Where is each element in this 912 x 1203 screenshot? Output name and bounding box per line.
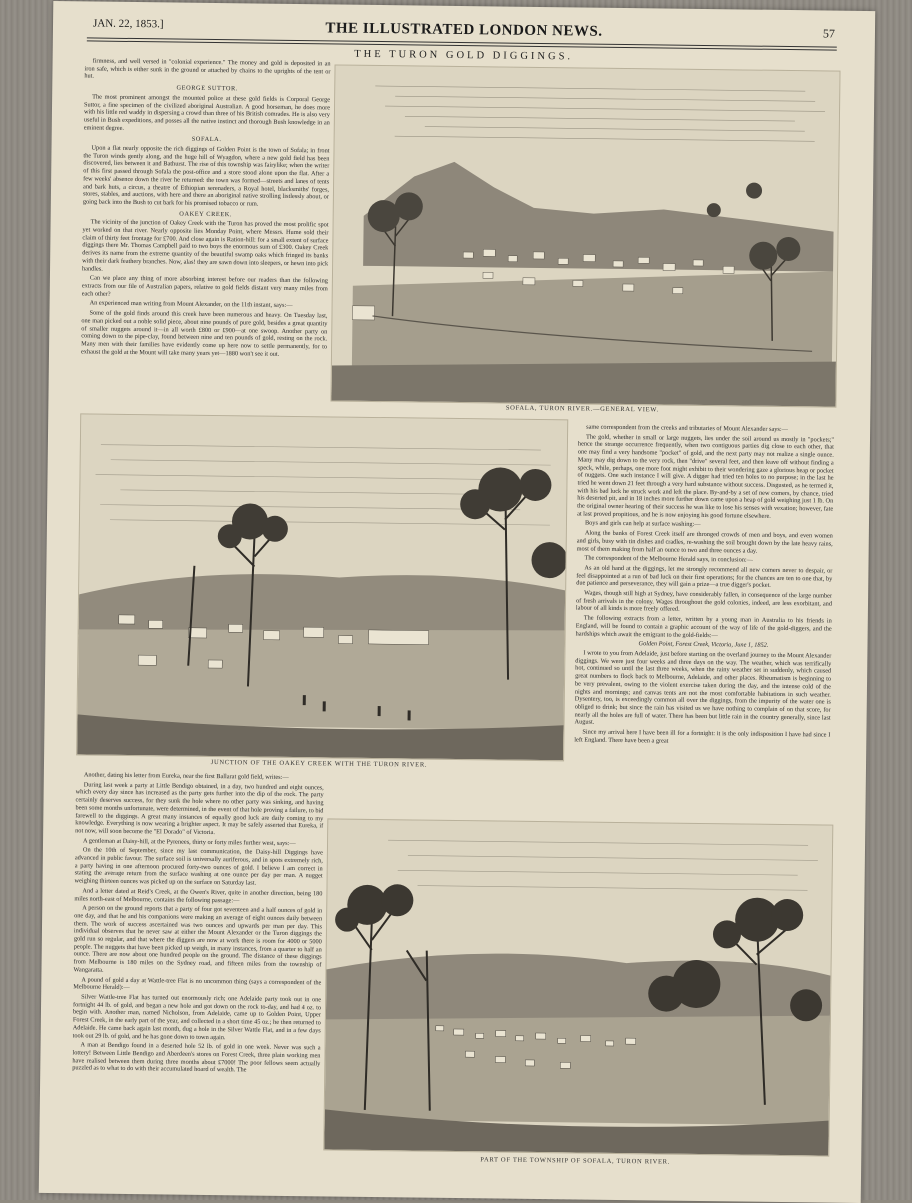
article-paragraph: On the 10th of September, since my last communication, the Daisy-hill Diggings have advanced in public favour. The surface soil is universally auriferous, and in spots extremely rich, a party having in one afternoon procured forty-two ounces of gold. I believe I am correct in stating the average return from the surface washing at one ounce per day per man. A nugget weighing thirteen ounces was picked up on the surface on Saturday last.: [74, 846, 323, 887]
article-paragraph: The correspondent of the Melbourne Herald says, in conclusion:—: [584, 554, 753, 564]
masthead-title: THE ILLUSTRATED LONDON NEWS.: [325, 20, 603, 40]
article-paragraph: As an old hand at the diggings, let me strongly recommend all new comers never to despair, or feel disappointed at a run of bad luck on their first operations; for the chances are ten to one that, by due patience and perseverance, they will gain a prize—a true digger's pocket.: [576, 564, 833, 590]
article-paragraph: A person on the ground reports that a party of four got seventeen and a half ounces of gold in one day, and that he and his companions were making an average of eight ounces daily between them. The work of success ascertained was two ounces and upwards per man per day. This individual observes that he never saw at either the Mount Alexander or the Turon diggings the gold run so regular, and that where the diggers are now at work there is room for 4000 or 5000 people. The nuggets that have been picked up weigh, in many instances, from a quarter to half an ounce. There are now about one hundred people on the ground. The distance of these diggings from Melbourne is 180 miles on the Sydney road, and fifteen miles from the township of Wangaratta.: [73, 904, 323, 974]
article-paragraph: The following extracts from a letter, written by a young man in Australia to his friends in England, will be found to contain a graphic account of the way of life of the gold-diggers, and the hardships which await the emigrant to the gold-fields:—: [575, 614, 832, 639]
article-paragraph: A pound of gold a day at Wattle-tree Flat is no uncommon thing (says a correspondent of the Melbourne Herald):—: [73, 976, 322, 992]
article-paragraph: I wrote to you from Adelaide, just before starting on the overland journey to the Mount Alexander diggings. We were just four weeks and three days on the way. The weather, which was terrifically hot, continued so until the last three weeks, when the rainy weather set in suddenly, which caused great numbers to flock back to Melbourne, Adelaide, and other places. Rheumatism is beginning to be very prevalent, owing to the violent exercise taken during the day, and the intense cold of the nights and mornings; and canvas tents are not the most comfortable habitations in such weather. Dysentery, too, is exceedingly common all over the diggings, from the impurity of the water one is obliged to drink; but since the rain has visited us we have nothing to complain of on that score, for nearly all the holes are full of water. There has been but little rain in the country generally, since last August.: [574, 649, 832, 726]
article-paragraph: firmness, and well versed in "colonial experience." The money and gold is deposited in an iron safe, which is either sunk in the ground or attached by chains to the uprights of the tent or hut.: [84, 57, 331, 80]
article-paragraph: An experienced man writing from Mount Alexander, on the 11th instant, says:—: [89, 299, 293, 310]
section-title: THE TURON GOLD DIGGINGS.: [354, 48, 574, 63]
article-paragraph: Along the banks of Forest Creek itself are thronged crowds of men and boys, and even women and girls, busy with tin dishes and cradles, re-washing the soil brought down by the late heavy rains, most of them making from half an ounce to two and three ounces a day.: [576, 529, 833, 555]
article-paragraph: Some of the gold finds around this creek have been numerous and heavy. On Tuesday last, one man picked out a noble solid piece, about nine pounds of pure gold, besides a great quantity of smaller nuggets around it—in all worth £800 or £900—at one swoop. Another party on coming down to the pipe-clay, found between nine and ten pounds of gold, resting on the rock. Many men with their families have evidently come up here now to settle permanently, for to exhaust the gold at the Mount will take many years yet—1880 won't see it out.: [80, 309, 328, 358]
letter-dateline: Golden Point, Forest Creek, Victoria, June 1, 1852.: [638, 640, 769, 650]
caption-oakey-creek-junction: JUNCTION OF THE OAKEY CREEK WITH THE TURON RIVER.: [210, 759, 428, 769]
article-paragraph: A man at Bendigo found in a deserted hole 52 lb. of gold in one week. Never was such a lottery! Between Little Bendigo and Aberdeen's stores on Forest Creek, three plain working men have realised between them during three months about £7000! The poor fellows seem actually puzzled as to what to do with their accumulated hoard of wealth. The: [72, 1041, 321, 1074]
header-date: JAN. 22, 1853.]: [92, 17, 164, 31]
text-column-middle-right: [573, 423, 834, 818]
section-heading: OAKEY CREEK.: [179, 210, 233, 218]
engraving-oakey-creek-junction: [76, 413, 568, 761]
text-column-bottom-left: [71, 771, 324, 1174]
article-paragraph: Since my arrival here I have been ill for a fortnight: it is the only indisposition I have had since I left England. There have been a great: [574, 728, 831, 745]
article-paragraph: Silver Wattle-tree Flat has turned out enormously rich; one Adelaide party took out in one fortnight 44 lb. of gold, and began a new hole and got down on the rock to-day, and had 4 oz. to begin with. Another man, named Nicholson, from Adelaide, came up to Golden Point, Upper Forest Creek, in the early part of the year, and collected in a short time 45 oz.; he then returned to Adelaide. He came back again last month, dug a hole in the Silver Wattle Flat, and in a few days took out 29 lb. of gold, and he has gone down to town again.: [72, 993, 322, 1041]
article-paragraph: Can we place any thing of more absorbing interest before our readers than the following extracts from our file of Australian papers, relative to gold fields distant very many miles from each other?: [81, 274, 328, 298]
text-column-top-left: [80, 57, 330, 418]
article-paragraph: The gold, whether in small or large nuggets, lies under the soil around us mostly in "pockets;" hence the strange occurrence frequently, when two contiguous parties dig close to each other, that one may find a very handsome "pocket" of gold, and the next party may not realize a single ounce. Many may dig down to the very rock, then "drive" several feet, and then leave off without finding a speck, while, perhaps, one more foot might exhibit to their wondering gaze a glorious heap or pocket of nuggets. One such instance I will give. A digger had tried ten holes to no purpose; in the last he tried he went down 21 feet through a very hard substance without success. Disgusted, as he termed it, with his bad luck he struck work and left the place. By-and-by a set of new comers, by chance, tried his deserted pit, and in 18 inches more further down came upon a heap of gold weighing just 1 lb. On the original owner hearing of their success he was like to lose his senses with vexation; however, fate at last proved propitious, and he is now enjoying his good fortune elsewhere.: [577, 433, 835, 520]
newspaper-page: [39, 1, 876, 1203]
article-paragraph: Upon a flat nearly opposite the rich diggings of Golden Point is the town of Sofala; in front the Turon winds gently along, and the huge hill of Wyagdon, where a new gold field has been discovered, lies between it and Bathurst. The rise of this township was fairylike; when the writer of this first passed through Sofala the post-office and a store stood alone upon the flat. After a few weeks' absence down the river he returned: the town was formed—streets and lanes of tents and bark huts, a circus, a theatre of Ethiopian serenaders, a Royal hotel, blacksmiths' forges, stores, stables, and auctions, with here and there an aboriginal native strolling listlessly about, or going back into the Bush to cut bark for his promised tobacco or rum.: [82, 144, 330, 208]
article-paragraph: Another, dating his letter from Eureka, near the first Ballarat gold field, writes:—: [83, 771, 289, 781]
article-paragraph: Wages, though still high at Sydney, have considerably fallen, in consequence of the large number of fresh arrivals in the colony. Wages throughout the gold colonies, indeed, are less exorbitant, and labour of all kinds is more freely offered.: [575, 589, 833, 614]
article-paragraph: The vicinity of the junction of Oakey Creek with the Turon has proved the most prolific spot yet worked on that river. Nearly opposite lies Monday Point, where Messrs. Hume sold their claim of thirty feet frontage for £700. And close again is Ration-hill: for a small extent of surface diggings there Mr. Thomas Campbell paid to two boys the enormous sum of £300. Oakey Creek derives its name from the extreme quantity of the beautiful swamp oaks which fringed its banks with their dark feathery branches. Now, alas! they are sawn down into sleepers, or hewn into pick handles.: [82, 218, 329, 273]
page-number: 57: [822, 26, 836, 41]
engraving-sofala-township: [323, 818, 833, 1156]
caption-sofala-township: PART OF THE TOWNSHIP OF SOFALA, TURON RIVER.: [480, 1156, 671, 1166]
article-paragraph: The most prominent amongst the mounted police at these gold fields is Corporal George Suttor, a fine specimen of the civilized aboriginal Australian. A good horseman, he does more with his little red waddy in dispersing a crowd than three of his British comrades. He is also very useful in Bush expeditions, and posses all the native instinct and thorough Bush knowledge in an eminent degree.: [83, 93, 331, 132]
section-heading: SOFALA.: [191, 136, 222, 144]
caption-sofala-general-view: SOFALA, TURON RIVER.—GENERAL VIEW.: [505, 404, 659, 414]
article-paragraph: During last week a party at Little Bendigo obtained, in a day, two hundred and eight ounces, which every day since has increased as the party gets further into the dip of the rock. The party certainly deserves success, for they sunk the hole where no other party was sinking, and having been some months unfortunate, were determined, in the event of that hole proving a failure, to bid farewell to the diggings. A great many instances of equally good luck are daily coming to my knowledge. Everything is now wearing a brighter aspect. It may be safely asserted that Eureka, if not now, will soon become the "El Dorado" of Victoria.: [75, 781, 324, 836]
article-paragraph: Boys and girls can help at surface washing:—: [584, 519, 701, 529]
engraving-sofala-general-view: [330, 64, 840, 407]
section-heading: GEORGE SUTTOR.: [176, 84, 239, 93]
article-paragraph: And a letter dated at Reid's Creek, at the Owen's River, quite in another direction, being 180 miles north-east of Melbourne, contains the following passage:—: [74, 887, 323, 904]
article-paragraph: A gentleman at Daisy-hill, at the Pyrenees, thirty or forty miles further west, says:—: [83, 837, 296, 847]
article-paragraph: same correspondent from the creeks and tributaries of Mount Alexander says:—: [586, 423, 788, 434]
